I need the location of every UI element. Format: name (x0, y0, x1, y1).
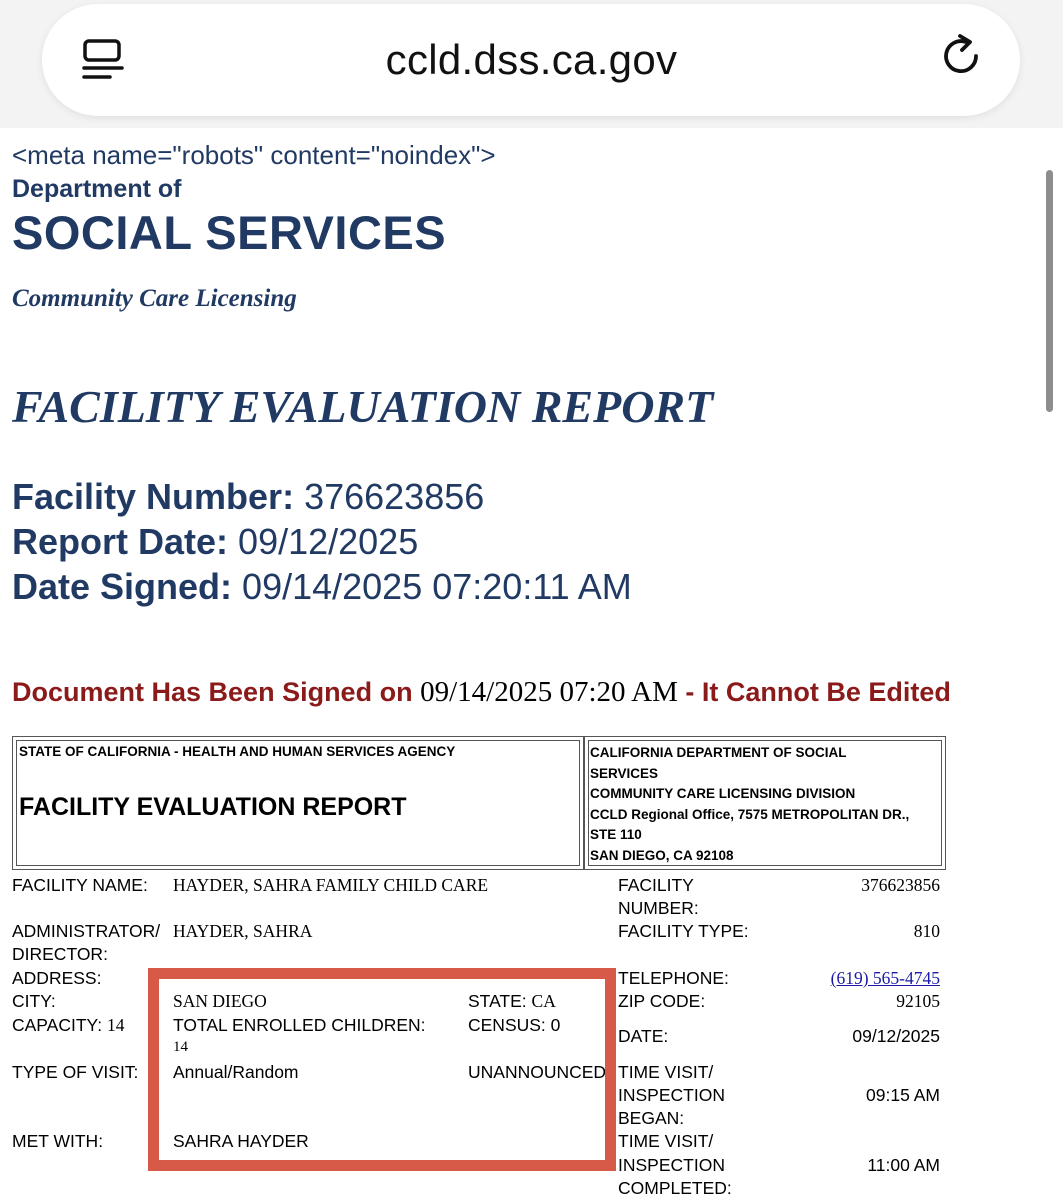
date-signed-line (12, 566, 632, 608)
visit-type-label: TYPE OF VISIT: (12, 1062, 139, 1082)
met-with-label: MET WITH: (12, 1131, 104, 1151)
time-began-label: TIME VISIT/ (618, 1062, 714, 1082)
report-date-value: 09/12/2025 (238, 521, 419, 562)
city-value: SAN DIEGO (173, 991, 267, 1011)
visit-type-value: Annual/Random (173, 1062, 299, 1082)
facility-number-field-value: 376623856 (861, 875, 940, 895)
facility-name-label: FACILITY NAME: (12, 875, 148, 895)
zip-value: 92105 (896, 991, 940, 1011)
dept-line: COMMUNITY CARE LICENSING DIVISION (590, 786, 856, 802)
facility-type-label: FACILITY TYPE: (618, 921, 749, 941)
telephone-link[interactable]: (619) 565-4745 (830, 968, 940, 988)
enrolled-value: 14 (173, 1039, 188, 1055)
form-title: FACILITY EVALUATION REPORT (19, 793, 407, 821)
facility-number-field-label: FACILITY (618, 875, 694, 895)
facility-name-value: HAYDER, SAHRA FAMILY CHILD CARE (173, 875, 489, 895)
agency-name: STATE OF CALIFORNIA - HEALTH AND HUMAN SERVICES AGENCY (19, 744, 456, 759)
census-label: CENSUS: (468, 1015, 546, 1035)
date-value: 09/12/2025 (852, 1026, 940, 1046)
division-name: Community Care Licensing (12, 285, 297, 312)
facility-number-field-label-2: NUMBER: (618, 898, 699, 918)
time-began-value: 09:15 AM (866, 1085, 940, 1105)
state-label: STATE: (468, 991, 527, 1011)
address-label: ADDRESS: (12, 968, 102, 988)
meta-tag-text: <meta name="robots" content="noindex"> (12, 140, 496, 170)
enrolled-label: TOTAL ENROLLED CHILDREN: (173, 1015, 426, 1035)
dept-line: CALIFORNIA DEPARTMENT OF SOCIAL (590, 745, 847, 760)
facility-number-line (12, 476, 484, 518)
report-date-label: Report Date: (12, 521, 229, 562)
time-completed-label-2: INSPECTION (618, 1155, 725, 1175)
announced-value: UNANNOUNCED (468, 1062, 607, 1082)
time-completed-value: 11:00 AM (867, 1155, 940, 1175)
capacity-label: CAPACITY: (12, 1015, 103, 1035)
signed-notice (12, 676, 951, 709)
signed-suffix: - It Cannot Be Edited (685, 677, 951, 707)
report-date-line (12, 521, 418, 563)
signed-datetime: 09/14/2025 07:20 AM (420, 676, 678, 708)
time-began-label-2: INSPECTION (618, 1085, 725, 1105)
time-began-label-3: BEGAN: (618, 1108, 685, 1128)
census-value: 0 (550, 1015, 561, 1035)
page-title: FACILITY EVALUATION REPORT (12, 381, 714, 432)
capacity-value: 14 (107, 1015, 125, 1035)
scrollbar[interactable] (1046, 170, 1053, 412)
url-text[interactable]: ccld.dss.ca.gov (385, 36, 678, 83)
department-of-label: Department of (12, 175, 182, 203)
met-with-value: SAHRA HAYDER (173, 1131, 309, 1151)
dept-line: SAN DIEGO, CA 92108 (590, 847, 734, 863)
capacity-field (12, 1015, 125, 1036)
facility-number-value: 376623856 (304, 476, 485, 517)
administrator-label: ADMINISTRATOR/ (12, 921, 161, 941)
signed-prefix: Document Has Been Signed on (12, 677, 413, 707)
date-signed-label: Date Signed: (12, 566, 233, 607)
department-address (590, 743, 940, 867)
facility-type-value: 810 (913, 921, 940, 941)
telephone-label: TELEPHONE: (618, 968, 729, 988)
date-label: DATE: (618, 1026, 669, 1046)
dept-line: CCLD Regional Office, 7575 METROPOLITAN DR., (590, 806, 910, 822)
time-completed-label-3: COMPLETED: (618, 1178, 732, 1198)
highlight-box (148, 968, 616, 1171)
zip-label: ZIP CODE: (618, 991, 706, 1011)
administrator-value: HAYDER, SAHRA (173, 921, 313, 941)
date-signed-value: 09/14/2025 07:20:11 AM (242, 566, 632, 607)
reload-icon[interactable] (940, 34, 986, 80)
dept-line: SERVICES (590, 765, 659, 781)
department-name: SOCIAL SERVICES (12, 206, 447, 259)
facility-number-label: Facility Number: (12, 476, 295, 517)
state-value: CA (531, 991, 556, 1011)
city-label: CITY: (12, 991, 56, 1011)
dept-line: STE 110 (590, 827, 642, 843)
time-completed-label: TIME VISIT/ (618, 1131, 714, 1151)
director-label: DIRECTOR: (12, 944, 108, 964)
